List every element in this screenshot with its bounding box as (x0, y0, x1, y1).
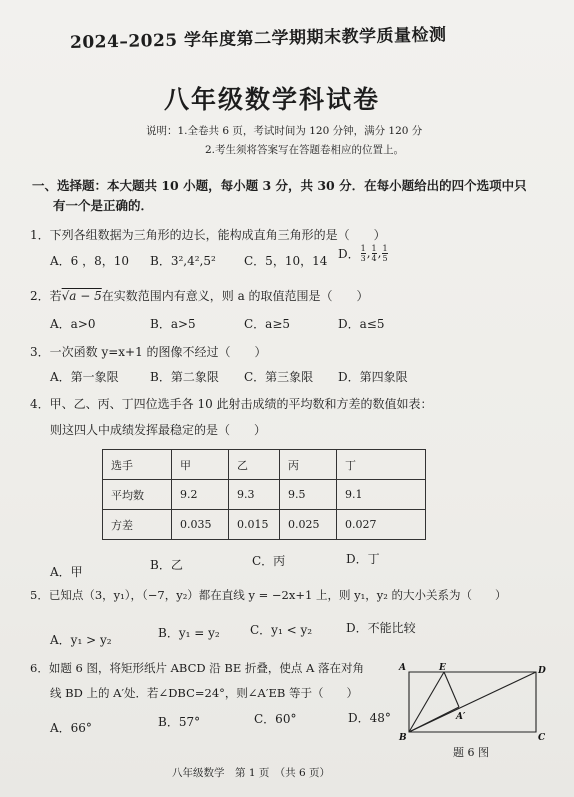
table-header-cell: 甲 (172, 450, 229, 480)
question-2-stem-pre: 2．若 (30, 289, 62, 303)
question-3-option-b: B．第二象限 (150, 370, 219, 384)
question-2-stem-post: 在实数范围内有意义，则 a 的取值范围是（ ） (101, 289, 369, 303)
question-6-option-d: D．48° (348, 711, 391, 725)
figure-label-d: D (538, 666, 546, 676)
question-2-option-b: B．a>5 (150, 317, 196, 331)
question-1-option-d-prefix: D． (338, 247, 360, 261)
section-heading-line-1: 一、选择题：本大题共 10 小题，每小题 3 分，共 30 分．在每小题给出的四个选项中只 (32, 178, 527, 193)
question-6-option-c: C．60° (254, 712, 297, 726)
question-2-radical: √a − 5 (61, 289, 102, 303)
instructions-line-1: 说明：1.全卷共 6 页，考试时间为 120 分钟，满分 120 分 (146, 125, 423, 137)
instructions-line-2: 2.考生须将答案写在答题卷相应的位置上。 (205, 144, 405, 156)
page-footer: 八年级数学 第 1 页 （共 6 页） (172, 767, 330, 779)
question-3-option-a: A．第一象限 (50, 370, 119, 384)
question-4-stem-line-1: 4．甲、乙、丙、丁四位选手各 10 此射击成绩的平均数和方差的数值如表： (30, 397, 433, 411)
question-1-option-c: C．5，10，14 (244, 254, 328, 268)
question-5-option-d: D．不能比较 (346, 621, 416, 635)
table-header-cell: 丙 (280, 450, 337, 480)
table-cell: 9.5 (280, 480, 337, 510)
figure-label-e: E (439, 663, 446, 673)
question-3-option-c: C．第三象限 (244, 370, 314, 384)
question-1-option-d: D． $\frac{1}{3}$ , $\frac{1}{4}$ , $\frac{1}{5}$ (338, 244, 388, 263)
question-2-stem (30, 287, 369, 304)
question-4-option-a: A．甲 (50, 565, 83, 579)
figure-label-c: C (538, 733, 546, 742)
table-row (103, 480, 426, 510)
question-3-stem: 3．一次函数 y=x+1 的图像不经过（ ） (30, 345, 267, 359)
section-heading-line-2: 有一个是正确的． (53, 198, 154, 213)
table-cell: 0.025 (280, 510, 337, 540)
question-2-option-d: D．a≤5 (338, 317, 385, 331)
question-1-option-b: B．3²,4²,5² (150, 254, 216, 268)
question-2-option-a: A．a>0 (50, 317, 96, 331)
question-4-option-b: B．乙 (150, 558, 183, 572)
question-3-option-d: D．第四象限 (338, 370, 408, 384)
table-header-cell: 丁 (337, 450, 426, 480)
question-1-option-a: A．6 ，8，10 (50, 254, 130, 268)
question-5-option-a: A．y₁ > y₂ (50, 633, 112, 647)
figure-label-a-prime: A′ (456, 712, 466, 722)
question-6-stem-line-1: 6．如题 6 图，将矩形纸片 ABCD 沿 BE 折叠，使点 A 落在对角 (30, 661, 365, 675)
table-header-row (103, 450, 426, 480)
exam-title: 2024–2025 学年度第二学期期末教学质量检测 (69, 25, 447, 53)
table-cell: 0.027 (337, 510, 426, 540)
figure-label-a: A (399, 663, 406, 673)
question-6-option-b: B．57° (158, 715, 201, 729)
fraction-3: $\frac{1}{5}$ (382, 244, 388, 263)
table-header-cell: 乙 (229, 450, 280, 480)
table-cell: 9.3 (229, 480, 280, 510)
table-cell: 9.2 (172, 480, 229, 510)
table-cell: 平均数 (103, 480, 172, 510)
question-6-stem-line-2: 线 BD 上的 A′处．若∠DBC=24°，则∠A′EB 等于（ ） (50, 686, 358, 700)
exam-subtitle: 八年级数学科试卷 (164, 85, 381, 114)
table-cell: 0.035 (172, 510, 229, 540)
table-row (103, 510, 426, 540)
question-4-option-d: D．丁 (346, 552, 380, 566)
question-5-option-b: B．y₁ = y₂ (158, 626, 220, 640)
question-5-stem: 5．已知点（3，y₁），（−7，y₂）都在直线 y = −2x+1 上，则 y₁，y₂ 的大小关系为（ ） (30, 588, 507, 602)
question-5-option-c: C．y₁ < y₂ (250, 623, 313, 637)
table-cell: 9.1 (337, 480, 426, 510)
table-cell: 0.015 (229, 510, 280, 540)
fraction-2: $\frac{1}{4}$ (371, 244, 377, 263)
table-header-cell: 选手 (103, 450, 172, 480)
figure-label-b: B (399, 733, 407, 742)
question-1-stem: 1．下列各组数据为三角形的边长，能构成直角三角形的是（ ） (30, 228, 386, 242)
question-4-option-c: C．丙 (252, 554, 286, 568)
table-cell: 方差 (103, 510, 172, 540)
fraction-1: $\frac{1}{3}$ (360, 244, 366, 263)
figure-segment-ea (444, 672, 459, 707)
question-6-option-a: A．66° (50, 721, 92, 735)
score-table (102, 449, 426, 540)
question-6-figure (398, 660, 548, 742)
question-2-option-c: C．a≥5 (244, 317, 291, 331)
question-4-stem-line-2: 则这四人中成绩发挥最稳定的是（ ） (50, 423, 267, 437)
figure-caption: 题 6 图 (453, 746, 489, 759)
